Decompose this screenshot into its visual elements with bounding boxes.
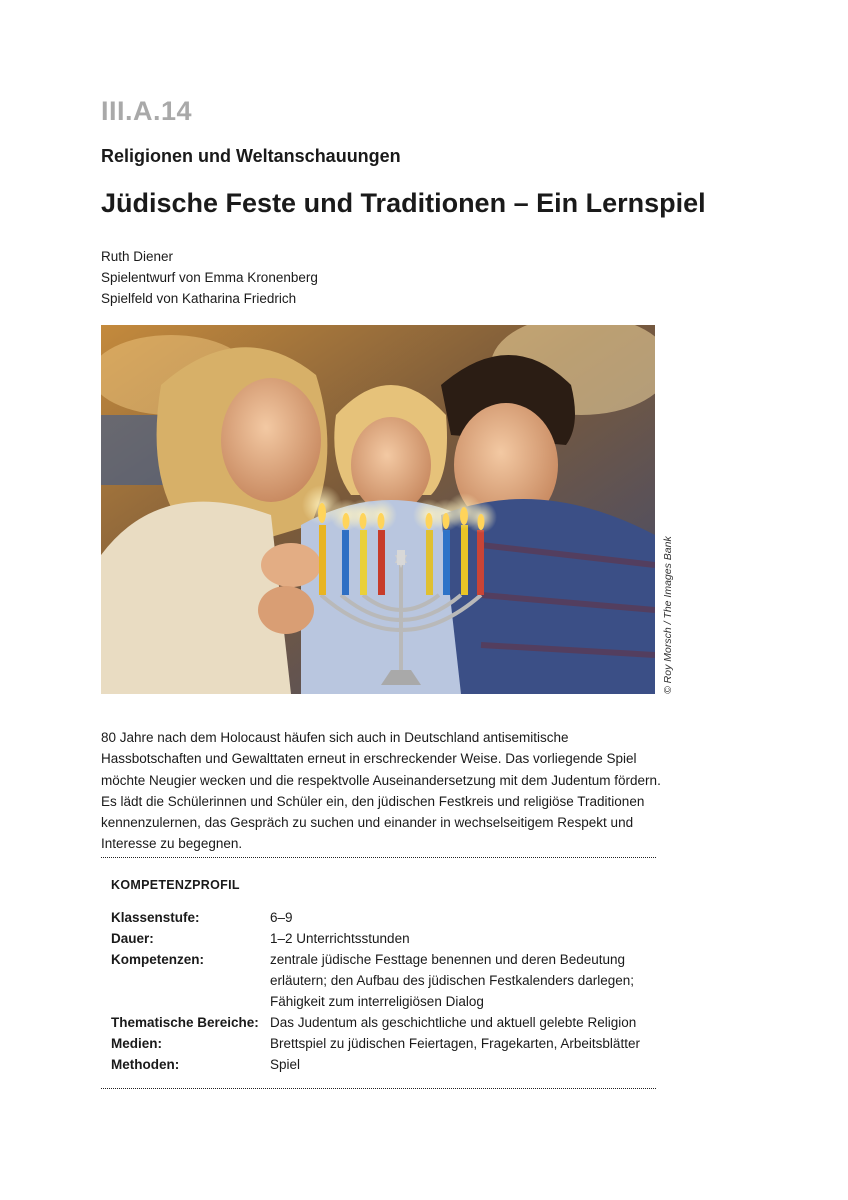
profile-value: 6–9: [270, 910, 293, 925]
family-menorah-photo: [101, 325, 655, 694]
profile-label: Thematische Bereiche:: [111, 1015, 259, 1030]
profile-row: [111, 949, 641, 1012]
competence-profile-heading: KOMPETENZPROFIL: [111, 878, 240, 892]
profile-row: [111, 1012, 641, 1033]
profile-row: [111, 1054, 641, 1075]
profile-label: Klassenstufe:: [111, 910, 200, 925]
profile-label: Medien:: [111, 1036, 163, 1051]
profile-row: [111, 907, 641, 928]
author-name: Ruth Diener: [101, 249, 174, 264]
game-design-credit: Spielentwurf von Emma Kronenberg: [101, 270, 318, 285]
competence-profile-table: [111, 907, 641, 1075]
profile-value: Spiel: [270, 1057, 301, 1072]
profile-label: Dauer:: [111, 931, 154, 946]
intro-paragraph: 80 Jahre nach dem Holocaust häufen sich auch in Deutschland antisemitische Hassbotschaften und Gewalttaten erneut in erschreckender Weise. Das vorliegende Spiel möchte Neugier wecken und die respektvolle Auseinandersetzung mit dem Judentum fördern. Es lädt die Schülerinnen und Schüler ein, den jüdischen Festkreis und religiöse Traditionen kennenzulernen, das Gespräch zu suchen und einander in wechselseitigem Respekt und Interesse zu begegnen.: [101, 730, 661, 852]
profile-row: [111, 928, 641, 949]
module-code: III.A.14: [101, 96, 193, 126]
profile-row: [111, 1033, 641, 1054]
divider-bottom: [101, 1088, 656, 1089]
divider-top: [101, 857, 656, 858]
profile-value: 1–2 Unterrichtsstunden: [270, 931, 410, 946]
profile-label: Kompetenzen:: [111, 952, 205, 967]
profile-value: zentrale jüdische Festtage benennen und deren Bedeutung erläutern; den Aufbau des jüdischen Festkalenders darlegen; Fähigkeit zum interreligiösen Dialog: [270, 952, 634, 1009]
profile-value: Das Judentum als geschichtliche und aktuell gelebte Religion: [270, 1015, 637, 1030]
author-block: [101, 246, 318, 309]
profile-label: Methoden:: [111, 1057, 180, 1072]
profile-value: Brettspiel zu jüdischen Feiertagen, Fragekarten, Arbeitsblätter: [270, 1036, 640, 1051]
photo-credit: © Roy Morsch / The Images Bank: [662, 536, 674, 694]
page-title: Jüdische Feste und Traditionen – Ein Lernspiel: [101, 188, 706, 218]
board-credit: Spielfeld von Katharina Friedrich: [101, 291, 297, 306]
subject-heading: Religionen und Weltanschauungen: [101, 146, 401, 166]
